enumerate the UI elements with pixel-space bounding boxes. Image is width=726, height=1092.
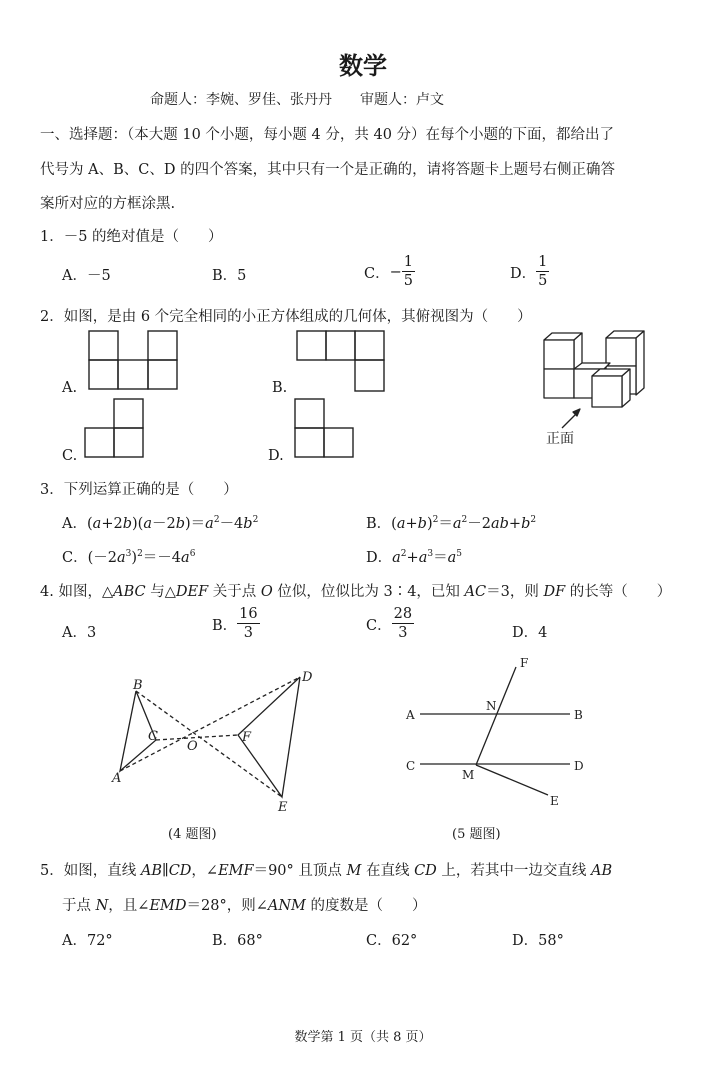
q5-angle-emf: EMF — [218, 863, 254, 879]
q2-option-a-figure — [88, 330, 180, 392]
q5-stem-part: ＝90° 且顶点 — [253, 863, 347, 879]
q4-segment-ac: AC — [464, 584, 487, 600]
q1-d-denominator: 5 — [538, 273, 548, 289]
q2-option-a-label: A. — [62, 380, 78, 396]
q2-b-cell — [355, 331, 384, 360]
page-footer: 数学第 1 页（共 8 页） — [294, 1030, 432, 1045]
q4-stem — [40, 580, 671, 601]
q3-option-b: B．$(a+b)^2=a^2-2ab+b^2$ — [366, 515, 537, 532]
q5-line-cd-ref: CD — [414, 863, 437, 879]
ray-mf — [476, 667, 516, 765]
fig4-label-a: A — [112, 771, 122, 786]
q2-front-label: 正面 — [546, 431, 574, 447]
q3-option-c: C．$(-2a^3)^2=-4a^6$ — [62, 549, 196, 566]
q4-option-b — [212, 606, 260, 643]
q4-c-numerator: 28 — [393, 606, 413, 622]
q1-c-denominator: 5 — [403, 273, 413, 289]
q4-stem-part: 与△ — [145, 584, 176, 600]
fig5-label-f: F — [520, 656, 529, 670]
q4-point-o: O — [260, 584, 273, 600]
q5-stem-part: 在直线 — [361, 863, 415, 879]
cube-front — [592, 369, 630, 407]
q5-stem-part: 上，若其中一边交直线 — [436, 863, 592, 879]
q5-stem-part: ，且∠ — [108, 898, 150, 914]
q5-option-b: B．68° — [212, 933, 263, 949]
q1-option-d-fraction — [536, 254, 549, 291]
q4-stem-part: 关于点 — [208, 584, 261, 600]
q3-option-c-label: C． — [62, 550, 88, 566]
q4-b-numerator: 16 — [239, 606, 258, 622]
q2-b-cell — [326, 331, 355, 360]
q5-stem-line2 — [62, 894, 427, 915]
q4-segment-df: DF — [543, 584, 566, 600]
q5-stem-part: 5．如图，直线 — [40, 863, 141, 879]
q2-cube-solid-figure — [540, 328, 652, 438]
fig5-label-d: D — [574, 759, 584, 773]
q5-parallel-sign: ∥ — [161, 863, 169, 879]
q5-option-d: D．58° — [512, 933, 564, 949]
q2-c-cell — [114, 399, 143, 428]
q3-option-b-label: B． — [366, 516, 392, 532]
section-instructions-line2: 代号为 A、B、C、D 的四个答案，其中只有一个是正确的，请将答题卡上题号右侧正确答 — [40, 162, 616, 178]
q4-b-denominator: 3 — [243, 625, 253, 641]
q4-figure — [100, 665, 330, 815]
q5-stem-part: ＝28°，则∠ — [186, 898, 268, 914]
q5-option-a: A．72° — [62, 933, 113, 949]
q5-line-cd: CD — [168, 863, 192, 879]
q5-figure — [400, 655, 590, 807]
q1-option-c-sign: − — [389, 264, 402, 281]
similarity-rays — [120, 677, 300, 797]
q2-b-cell — [297, 331, 326, 360]
q4-stem-part: 的长等（ ） — [565, 584, 672, 600]
q2-option-d-figure — [294, 398, 356, 460]
q2-option-d-label: D. — [268, 448, 284, 464]
section-instructions-line3: 案所对应的方框涂黑. — [40, 196, 176, 212]
q4-stem-part: ＝3，则 — [486, 584, 544, 600]
q3-option-a: A．$(a+2b)(a-2b)=a^2-4b^2$ — [62, 515, 259, 532]
q1-option-c — [364, 254, 415, 291]
q4-option-b-fraction — [237, 606, 259, 643]
q1-option-d — [510, 254, 549, 291]
q2-option-b-label: B. — [272, 380, 288, 396]
fig4-label-o: O — [187, 739, 198, 754]
q2-option-c-figure — [84, 398, 146, 460]
section-instructions-line1: 一、选择题：（本大题 10 个小题，每小题 4 分，共 40 分）在每个小题的下面，都给出了 — [40, 127, 615, 143]
q5-point-n: N — [95, 898, 109, 914]
fig4-label-b: B — [133, 678, 143, 693]
q2-a-cell — [148, 331, 177, 360]
q4-c-denominator: 3 — [398, 625, 408, 641]
q4-triangle-def: DEF — [175, 584, 209, 600]
q1-option-c-fraction — [402, 254, 415, 291]
q2-a-cell — [89, 331, 118, 360]
fig4-label-e: E — [278, 800, 288, 815]
q1-option-c-label: C． — [364, 266, 390, 282]
ray-me — [476, 765, 548, 795]
q4-option-c-label: C． — [366, 618, 392, 634]
page-title: 数学 — [339, 52, 387, 80]
q2-a-cell — [118, 360, 148, 389]
q5-line-ab: AB — [140, 863, 162, 879]
q4-option-d: D．4 — [512, 625, 548, 641]
q4-triangle-abc: ABC — [113, 584, 146, 600]
fig5-label-m: M — [462, 768, 475, 782]
q5-figure-caption: (5 题图) — [452, 827, 501, 842]
q5-stem-part: 的度数是（ ） — [305, 898, 427, 914]
q4-stem-part: 4. 如图，△ — [40, 584, 114, 600]
fig4-label-f: F — [242, 730, 252, 745]
q5-stem-part: 于点 — [62, 898, 96, 914]
q2-d-cell — [324, 428, 353, 457]
q1-option-a: A．－5 — [62, 268, 111, 284]
q2-option-c-label: C. — [62, 448, 78, 464]
q3-option-a-label: A． — [62, 516, 87, 532]
fig5-label-c: C — [406, 759, 416, 773]
fig5-label-a: A — [406, 708, 415, 722]
q1-stem: 1．－5 的绝对值是（ ） — [40, 229, 223, 245]
q4-option-a: A．3 — [62, 625, 97, 641]
q2-a-cell — [148, 360, 177, 389]
q2-c-cell — [85, 428, 114, 457]
q5-option-c: C．62° — [366, 933, 418, 949]
q5-stem-part: ，∠ — [191, 863, 219, 879]
q5-point-m: M — [346, 863, 362, 879]
q1-c-numerator: 1 — [403, 254, 413, 270]
fig4-label-c: C — [148, 729, 158, 744]
fig4-label-d: D — [302, 670, 313, 685]
q2-c-cell — [114, 428, 143, 457]
q4-figure-caption: (4 题图) — [168, 827, 217, 842]
q5-line-ab-ref: AB — [591, 863, 613, 879]
q2-d-cell — [295, 428, 324, 457]
front-arrow — [562, 409, 580, 428]
q5-stem-line1 — [40, 859, 612, 880]
q1-option-b: B．5 — [212, 268, 247, 284]
fig5-label-e: E — [550, 794, 559, 808]
q3-stem: 3．下列运算正确的是（ ） — [40, 482, 238, 498]
q5-angle-emd: EMD — [149, 898, 187, 914]
fig5-label-b: B — [574, 708, 583, 722]
authors-line: 命题人：李婉、罗佳、张丹丹 审题人：卢文 — [150, 92, 444, 108]
q2-a-cell — [89, 360, 118, 389]
fig5-label-n: N — [486, 699, 497, 713]
q4-option-c-fraction — [392, 606, 414, 643]
q2-option-b-figure — [296, 330, 386, 394]
q3-option-d: D．$a^2+a^3=a^5$ — [366, 549, 462, 566]
q2-b-cell — [355, 360, 384, 391]
q1-d-numerator: 1 — [538, 254, 548, 270]
q2-d-cell — [295, 399, 324, 428]
q5-angle-anm: ANM — [267, 898, 306, 914]
q2-stem: 2．如图，是由 6 个完全相同的小正方体组成的几何体，其俯视图为（ ） — [40, 309, 532, 325]
q3-option-d-label: D． — [366, 550, 393, 566]
q1-option-d-label: D． — [510, 266, 537, 282]
q4-option-c — [366, 606, 414, 643]
q4-stem-part: 位似，位似比为 3∶4，已知 — [272, 584, 465, 600]
q4-option-b-label: B． — [212, 618, 238, 634]
